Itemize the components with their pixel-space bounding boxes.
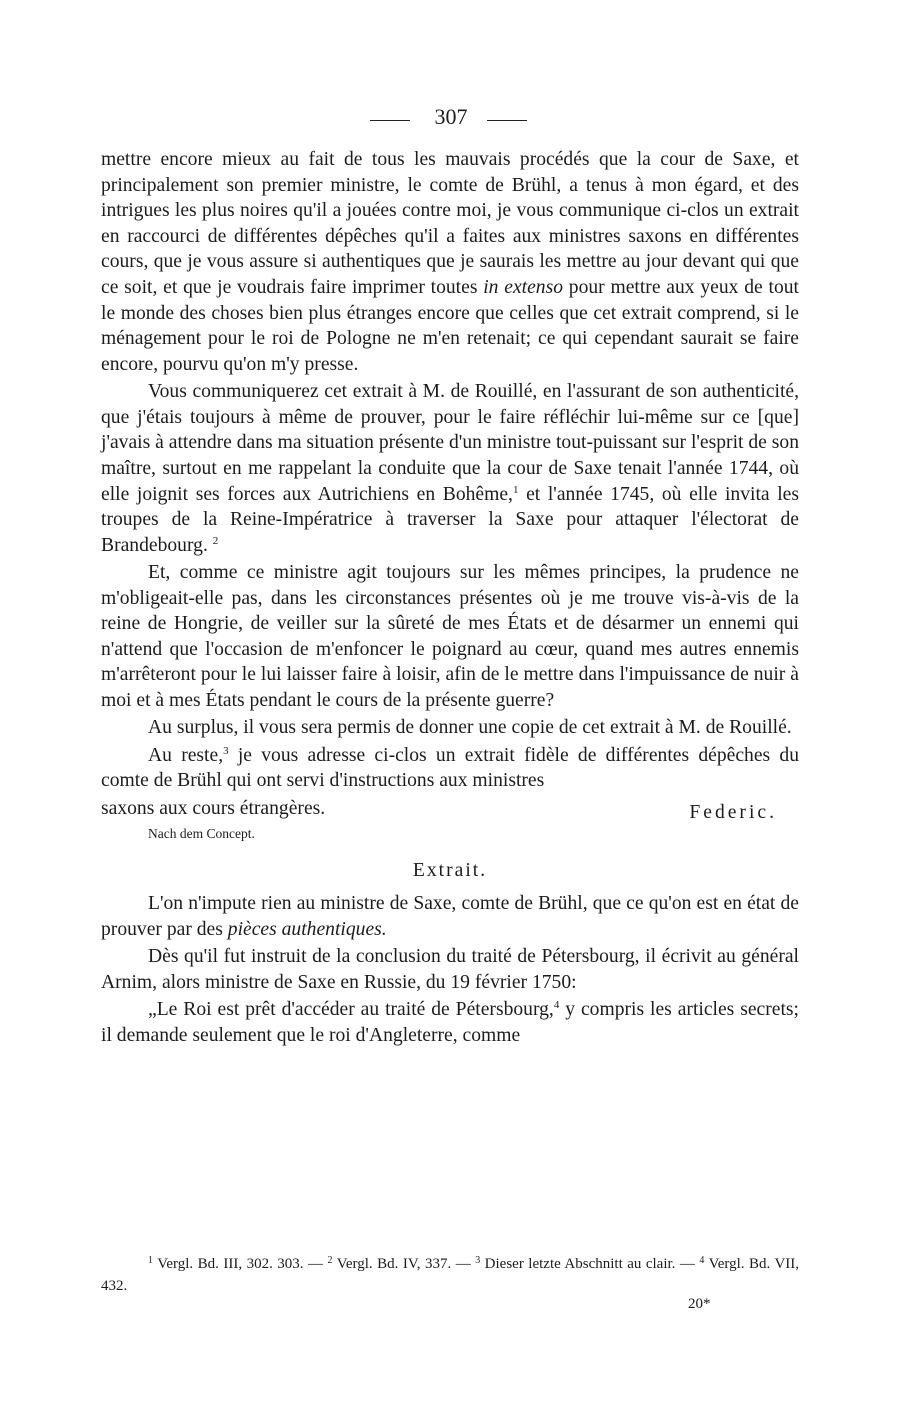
footnote-1-text: Vergl. Bd. III, 302. 303. —: [157, 1256, 324, 1272]
header-rule-right: [487, 120, 527, 121]
italic-in-extenso: in extenso: [483, 276, 564, 298]
footnote-ref-1: 1: [512, 483, 519, 496]
footnote-line: [101, 1250, 799, 1297]
paragraph-5-last-line: saxons aux cours étrangères.: [101, 797, 326, 819]
paragraph-7: Dès qu'il fut instruit de la conclusion du traité de Pétersbourg, il écrivit au général Arnim, alors ministre de Saxe en Russie, du 19 février 1750:: [101, 946, 799, 993]
paragraph-8: „Le Roi est prêt d'accéder au traité de Pétersbourg,$^4$ y compris les articles secrets; il demande seulement que le roi d'Angleterre, comme: [101, 999, 799, 1046]
footnote-1-mark: 1: [148, 1255, 153, 1266]
paragraph-6: L'on n'impute rien au ministre de Saxe, comte de Brühl, que ce qu'on est en état de prouver par des pièces authentiques.: [101, 893, 799, 941]
italic-pieces-authentiques: pièces authentiques.: [227, 919, 387, 941]
footnote-3-mark: 3: [475, 1255, 481, 1266]
signature-mark: 20*: [688, 1296, 711, 1312]
footnote-2-text: Vergl. Bd. IV, 337. —: [336, 1256, 471, 1272]
paragraph-5: Au reste,$^3$ je vous adresse ci-clos un extrait fidèle de différentes dépêches du comte de Brühl qui ont servi d'instructions aux ministres: [101, 744, 799, 792]
footnote-4-mark: 4: [699, 1255, 705, 1266]
letter-body: [101, 147, 799, 1050]
page-number: 307: [434, 104, 468, 129]
paragraph-3: Et, comme ce ministre agit toujours sur les mêmes principes, la prudence ne m'obligeait-elle pas, dans les circonstances présentes où je me trouve vis-à-vis de la reine de Hongrie, de veiller sur la sûreté de mes États et de désarmer un ennemi qui n'attend que l'occasion de m'enfoncer le poignard au cœur, quand mes autres ennemis m'arrêteront pour le lui laisser faire à loisir, afin de le mettre dans l'impuissance de nuir à moi et à mes États pendant le cours de la présente guerre?: [101, 562, 799, 712]
footnote-ref-2: 2: [212, 534, 219, 547]
footnote-4-text: Vergl. Bd. VII, 432.: [101, 1256, 800, 1294]
page-header: [0, 104, 900, 134]
signature: Federic.: [689, 801, 777, 823]
footnote-3-text: Dieser letzte Abschnitt au clair. —: [484, 1256, 695, 1272]
paragraph-1: mettre encore mieux au fait de tous les mauvais procédés que la cour de Saxe, et principalement son premier ministre, le comte de Brühl, a tenus à mon égard, et des intrigues les plus noires qu'il a jouées contre moi, je vous communique ci-clos un extrait en raccourci de différentes dépêches qu'il a faites aux ministres saxons en différentes cours, que je vous assure si authentiques que je saurais les mettre au jour devant qui que ce soit, et que je voudrais faire imprimer toutes in extenso pour mettre aux yeux de tout le monde des choses bien plus étranges encore que celles que cet extrait comprend, si le ménagement pour le roi de Pologne ne m'en retenait; ce qui cependant saurait se faire encore, pourvu qu'on m'y presse.: [101, 149, 799, 375]
footnotes: [101, 1250, 799, 1297]
header-rule-left: [370, 120, 410, 121]
footnote-2-mark: 2: [327, 1255, 333, 1266]
source-note: Nach dem Concept.: [148, 825, 255, 841]
paragraph-2: Vous communiquerez cet extrait à M. de Rouillé, en l'assurant de son authenticité, que j'étais toujours à même de prouver, pour le faire réfléchir lui-même sur ce [que] j'avais à attendre dans ma situation présente d'un ministre tout-puissant sur l'esprit de son maître, surtout en me rappelant la conduite que la cour de Saxe tenait l'année 1744, où elle joignit ses forces aux Autrichiens en Bohême,$^1$ et l'année 1745, où elle invita les troupes de la Reine-Impératrice à traverser la Saxe pour attaquer l'électorat de Brandebourg. $^2$: [101, 381, 799, 556]
paragraph-4: Au surplus, il vous sera permis de donner une copie de cet extrait à M. de Rouillé.: [148, 717, 792, 739]
footnote-ref-4: 4: [553, 999, 560, 1012]
section-heading: Extrait.: [412, 859, 488, 881]
closing-row: [101, 796, 799, 823]
footnote-ref-3: 3: [223, 744, 229, 757]
